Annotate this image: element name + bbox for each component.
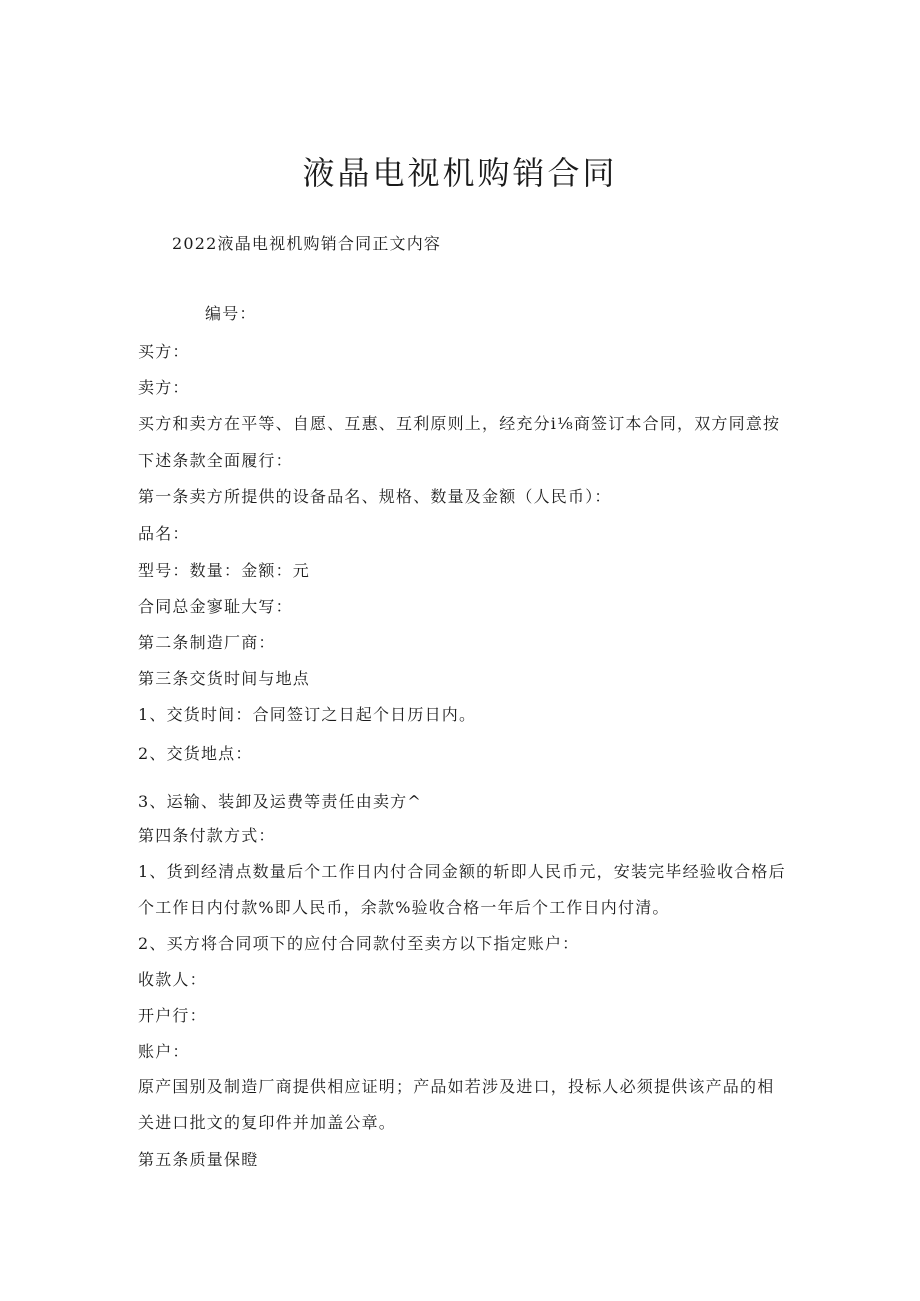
article-1-heading: 第一条卖方所提供的设备品名、规格、数量及金额（人民币）： xyxy=(138,487,612,506)
delivery-place-line: 2、交货地点： xyxy=(138,744,253,763)
buyer-line: 买方： xyxy=(138,342,190,361)
article-4-heading: 第四条付款方式： xyxy=(138,826,276,845)
origin-line-1: 原产国别及制造厂商提供相应证明；产品如若涉及进口，投标人必须提供该产品的相 xyxy=(138,1077,775,1096)
payee-line: 收款人： xyxy=(138,970,207,989)
article-3-heading: 第三条交货时间与地点 xyxy=(138,669,311,688)
transport-line: 3、运输、装卸及运费等责任由卖方^ xyxy=(138,792,422,811)
payment-line-1: 1、货到经清点数量后个工作日内付合同金额的斩即人民币元，安装完毕经验收合格后 xyxy=(138,862,786,881)
product-name-line: 品名： xyxy=(138,524,190,543)
article-5-heading: 第五条质量保瞪 xyxy=(138,1150,259,1169)
document-subtitle: 2022液晶电视机购销合同正文内容 xyxy=(172,234,442,253)
delivery-time-line: 1、交货时间：合同签订之日起个日历日内。 xyxy=(138,705,477,724)
article-2-heading: 第二条制造厂商： xyxy=(138,633,276,652)
bank-line: 开户行： xyxy=(138,1006,207,1025)
payment-account-line: 2、买方将合同项下的应付合同款付至卖方以下指定账户： xyxy=(138,934,580,953)
contract-number-label: 编号： xyxy=(205,304,257,323)
total-amount-line: 合同总金寥耻大写： xyxy=(138,597,293,616)
model-quantity-amount-line: 型号：数量：金额：元 xyxy=(138,561,311,580)
payment-line-2: 个工作日内付款%即人民币，余款%验收合格一年后个工作日内付清。 xyxy=(138,898,670,917)
seller-line: 卖方： xyxy=(138,378,190,397)
preamble-line-1: 买方和卖方在平等、自愿、互惠、互利原则上，经充分i⅛商签订本合同，双方同意按 xyxy=(138,414,781,433)
account-line: 账户： xyxy=(138,1042,190,1061)
preamble-line-2: 下述条款全面履行： xyxy=(138,451,293,470)
document-title: 液晶电视机购销合同 xyxy=(302,154,618,192)
origin-line-2: 关进口批文的复印件并加盖公章。 xyxy=(138,1113,397,1132)
